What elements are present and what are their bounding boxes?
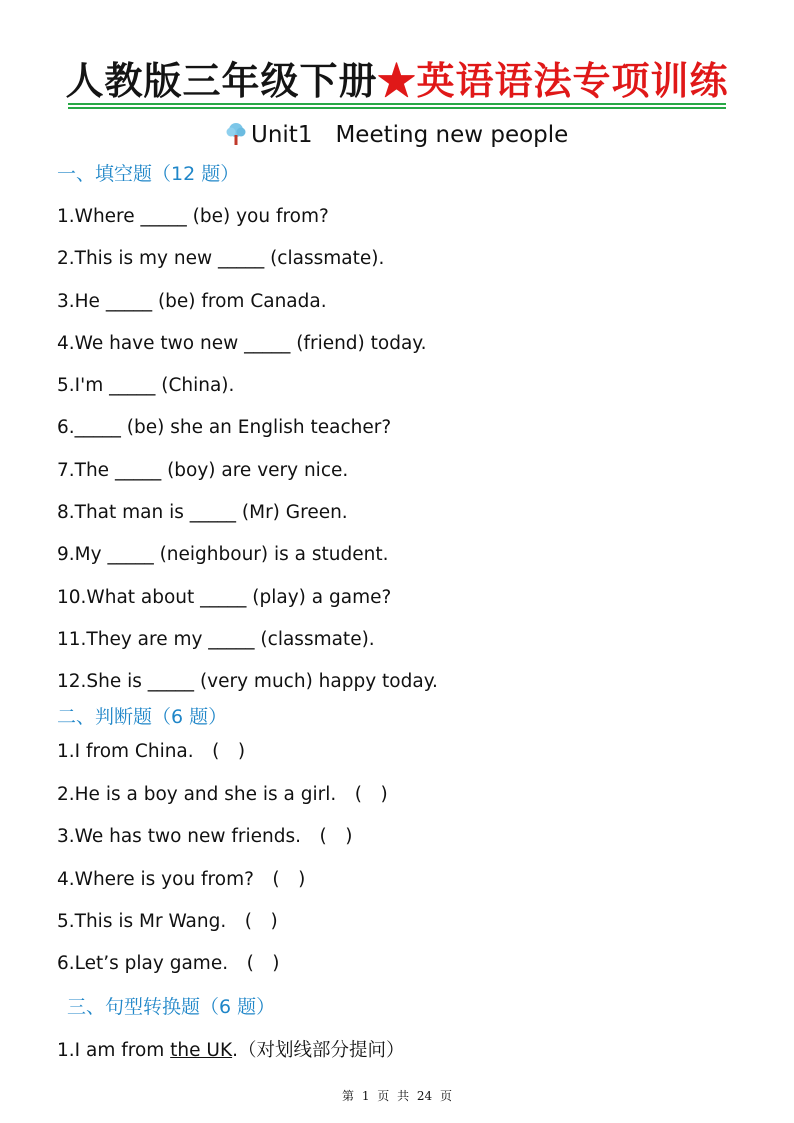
fill-question-5: 5.I'm _____ (China).: [57, 375, 235, 396]
fill-question-4: 4.We have two new _____ (friend) today.: [57, 333, 427, 354]
transform-q1-underlined: the UK: [170, 1040, 233, 1061]
fill-question-3: 3.He _____ (be) from Canada.: [57, 291, 327, 312]
judge-question-1: 1.I from China. ( ): [57, 741, 246, 762]
transform-q1-suffix: .（对划线部分提问）: [232, 1040, 405, 1061]
title-underline-bottom: [68, 107, 726, 109]
judge-question-3: 3.We has two new friends. ( ): [57, 826, 353, 847]
judge-question-2: 2.He is a boy and she is a girl. ( ): [57, 784, 388, 805]
title-black-part: 人教版三年级下册: [65, 58, 378, 103]
judge-question-6: 6.Let’s play game. ( ): [57, 953, 280, 974]
unit-subtitle: [225, 118, 568, 152]
title-red-part: 英语语法专项训练: [416, 58, 729, 103]
title-underline-top: [68, 103, 726, 105]
fill-question-6: 6._____ (be) she an English teacher?: [57, 417, 392, 438]
section-heading-true-false: 二、判断题（6 题）: [57, 706, 228, 728]
fill-question-2: 2.This is my new _____ (classmate).: [57, 248, 385, 269]
subtitle-text: Unit1 Meeting new people: [251, 122, 569, 148]
star-icon: ★: [377, 58, 417, 103]
fill-question-8: 8.That man is _____ (Mr) Green.: [57, 502, 348, 523]
section-heading-fill-in: 一、填空题（12 题）: [57, 163, 240, 185]
fill-question-11: 11.They are my _____ (classmate).: [57, 629, 375, 650]
transform-q1-prefix: 1.I am from: [57, 1040, 171, 1061]
tree-icon: [225, 122, 247, 156]
page-footer: 第 1 页 共 24 页: [342, 1089, 452, 1103]
judge-question-4: 4.Where is you from? ( ): [57, 869, 306, 890]
fill-question-1: 1.Where _____ (be) you from?: [57, 206, 329, 227]
judge-question-5: 5.This is Mr Wang. ( ): [57, 911, 278, 932]
fill-question-10: 10.What about _____ (play) a game?: [57, 587, 392, 608]
section-heading-transform: 三、句型转换题（6 题）: [67, 996, 276, 1018]
fill-question-12: 12.She is _____ (very much) happy today.: [57, 671, 438, 692]
fill-question-7: 7.The _____ (boy) are very nice.: [57, 460, 349, 481]
fill-question-9: 9.My _____ (neighbour) is a student.: [57, 544, 389, 565]
page-title: [0, 56, 794, 106]
transform-question-1: [57, 1037, 404, 1065]
